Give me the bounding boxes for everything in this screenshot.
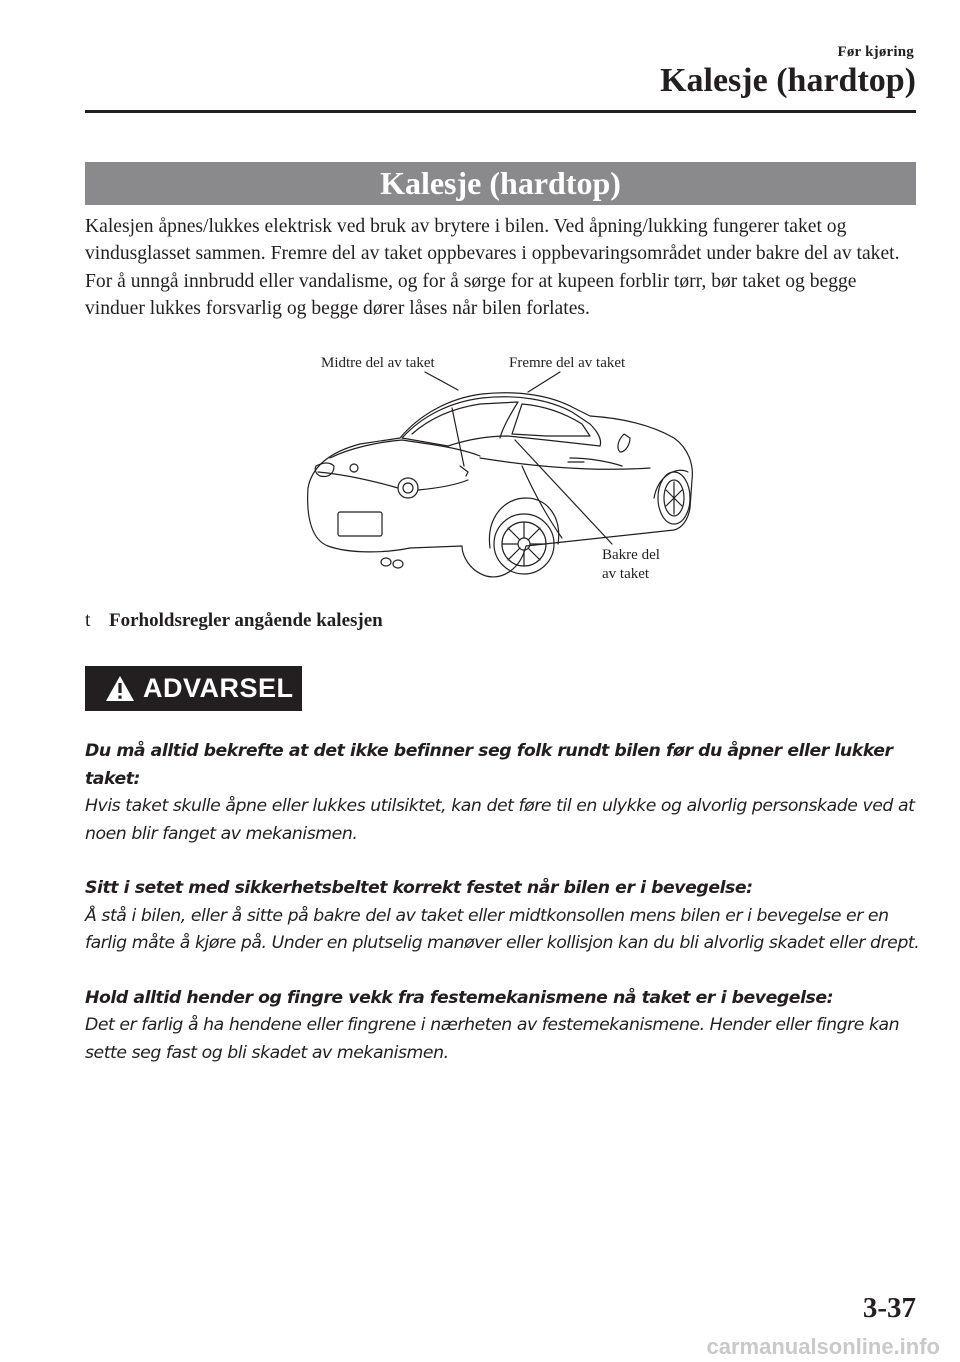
header-rule (85, 110, 916, 113)
precautions-heading (85, 609, 383, 632)
intro-paragraph-1: Kalesjen åpnes/lukkes elektrisk ved bruk av brytere i bilen. Ved åpning/lukking fungerer taket og vindusglasset sammen. Fremre del av taket oppbevares i oppbevaringsområdet under bakre del av taket. (85, 216, 900, 265)
warning-heading: Du må alltid bekrefte at det ikke befinner seg folk rundt bilen før du åpner eller lukker taket: (85, 741, 893, 789)
section-banner: Kalesje (hardtop) (85, 162, 916, 205)
page-number: 3-37 (862, 1292, 916, 1324)
warning-heading: Hold alltid hender og fingre vekk fra festemekanismene nå taket er i bevegelse: (85, 987, 834, 1008)
label-rear-roof-line1: Bakre del (602, 547, 660, 563)
warning-list (85, 738, 920, 1094)
warning-heading: Sitt i setet med sikkerhetsbeltet korrekt festet når bilen er i bevegelse: (85, 878, 753, 898)
warning-block (85, 738, 920, 848)
watermark: carmanualsonline.info (706, 1334, 940, 1359)
warning-badge (85, 666, 302, 711)
intro-paragraph-2: For å unngå innbrudd eller vandalisme, og for å sørge for at kupeen forblir tørr, bør taket og begge vinduer lukkes forsvarlig og begge dører låses når bilen forlates. (85, 270, 857, 319)
precautions-heading-text: Forholdsregler angående kalesjen (109, 609, 383, 631)
label-middle-roof: Midtre del av taket (321, 355, 435, 371)
running-header-title: Kalesje (hardtop) (660, 62, 916, 99)
warning-badge-label: ADVARSEL (143, 673, 294, 703)
warning-block (85, 985, 920, 1068)
intro-text (85, 213, 920, 322)
warning-block (85, 875, 920, 958)
warning-body: Det er farlig å ha hendene eller fingrene i nærheten av festemekanismene. Hender eller fingre kan sette seg fast og bli skadet av mekanismen. (85, 1015, 900, 1063)
bullet-marker: t (85, 609, 91, 631)
car-figure (290, 348, 710, 593)
warning-body: Å stå i bilen, eller å sitte på bakre del av taket eller midtkonsollen mens bilen er i bevegelse er en farlig måte å kjøre på. Under en plutselig manøver eller kollisjon kan du bli alvorlig skadet eller drept. (85, 905, 920, 953)
label-front-roof: Fremre del av taket (509, 355, 626, 371)
warning-triangle-icon (105, 675, 135, 702)
warning-body: Hvis taket skulle åpne eller lukkes utilsiktet, kan det føre til en ulykke og alvorlig personskade ved at noen blir fanget av mekanismen. (85, 796, 915, 844)
running-header-section: Før kjøring (837, 44, 914, 60)
label-rear-roof-line2: av taket (602, 566, 650, 582)
